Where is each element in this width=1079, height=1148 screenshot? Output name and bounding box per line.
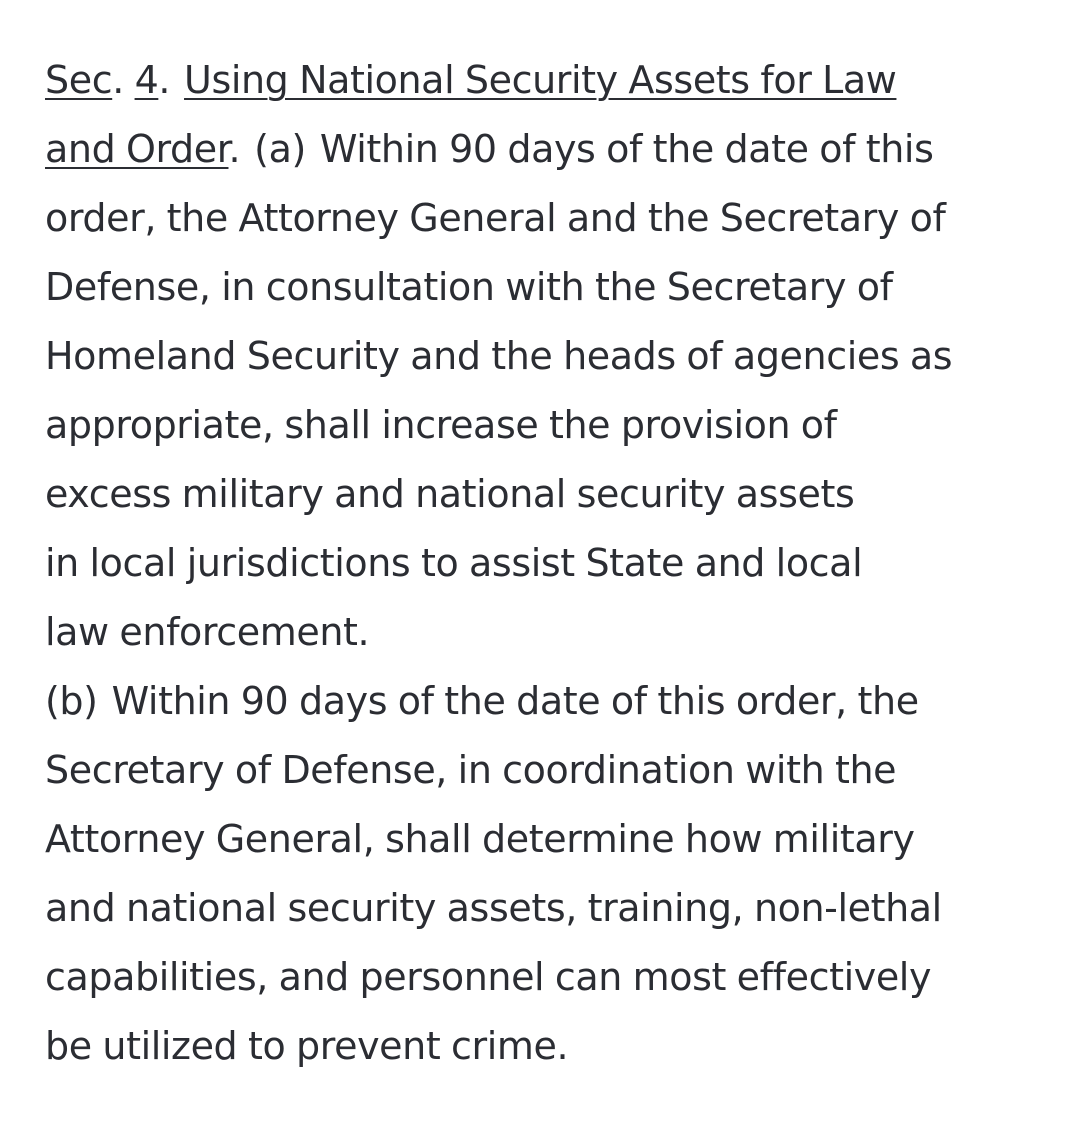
section-title-part2: and Order	[45, 127, 229, 171]
section-label: Sec	[45, 58, 113, 102]
subsection-b-line: Attorney General, shall determine how military	[45, 817, 915, 861]
subsection-b-marker: (b)	[45, 679, 98, 723]
document-body	[45, 46, 1055, 1081]
subsection-a-line: Within 90 days of the date of this	[319, 127, 934, 171]
subsection-b-line: capabilities, and personnel can most effectively	[45, 955, 932, 999]
subsection-b-line: Within 90 days of the date of this order, the	[111, 679, 919, 723]
subsection-a-line: law enforcement.	[45, 610, 370, 654]
subsection-b-line: and national security assets, training, non-lethal	[45, 886, 942, 930]
subsection-a-line: appropriate, shall increase the provision of	[45, 403, 837, 447]
section-number: 4	[134, 58, 159, 102]
subsection-b-line: Secretary of Defense, in coordination with the	[45, 748, 897, 792]
section-heading-line-2: and Order. (a) Within 90 days of the date of this	[45, 127, 934, 171]
subsection-a-line: order, the Attorney General and the Secretary of	[45, 196, 946, 240]
section-heading-line: Sec. 4. Using National Security Assets for Law	[45, 58, 897, 102]
subsection-a-line: Defense, in consultation with the Secretary of	[45, 265, 893, 309]
subsection-a-marker: (a)	[254, 127, 306, 171]
subsection-a-line: excess military and national security assets	[45, 472, 855, 516]
section-title-part1: Using National Security Assets for Law	[184, 58, 897, 102]
subsection-b-first-line	[45, 667, 1055, 736]
subsection-a-line: Homeland Security and the heads of agencies as	[45, 334, 953, 378]
subsection-b-line: be utilized to prevent crime.	[45, 1024, 569, 1068]
subsection-a-line: in local jurisdictions to assist State and local	[45, 541, 863, 585]
